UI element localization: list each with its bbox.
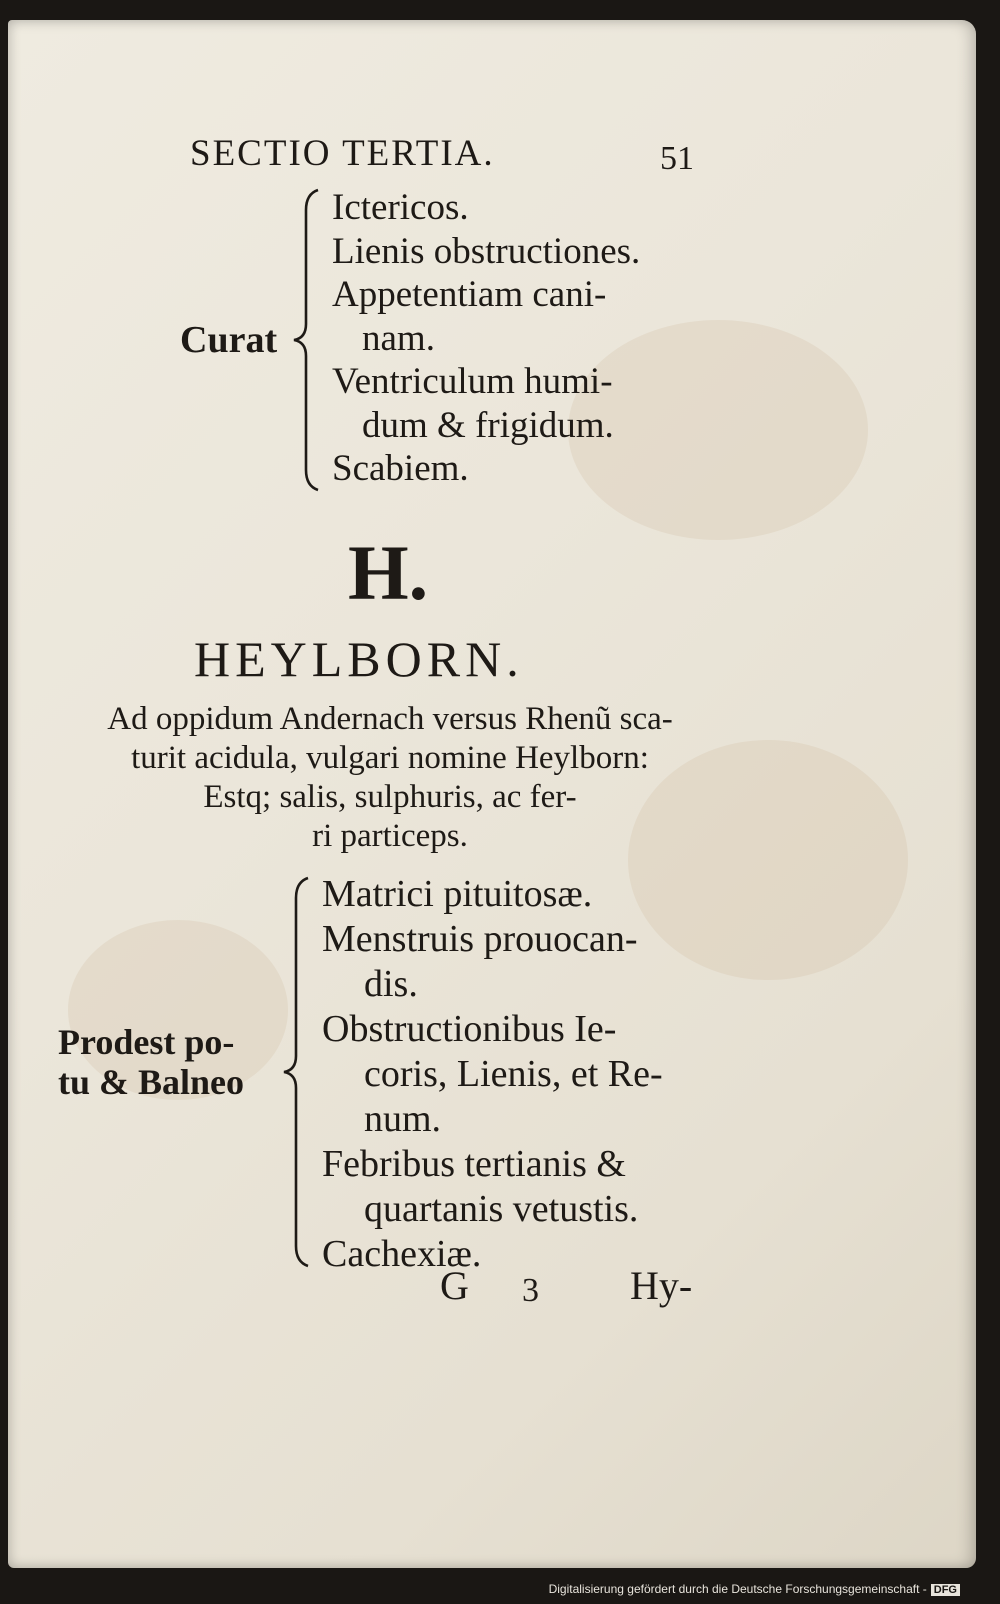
prodest-item: Matrici pituitosæ.: [322, 873, 593, 915]
description-line: Ad oppidum Andernach versus Rhenũ sca-: [107, 701, 673, 737]
curat-item: Appetentiam cani-: [332, 274, 607, 315]
spring-description: [60, 700, 720, 856]
running-head: SECTIO TERTIA.: [190, 133, 495, 174]
page-number: 51: [660, 140, 694, 177]
section-letter: H.: [348, 529, 429, 616]
curat-item: dum & frigidum.: [362, 404, 614, 446]
prodest-label-line: Prodest po-: [58, 1022, 235, 1062]
prodest-label: [58, 1022, 244, 1102]
prodest-item: dis.: [364, 963, 418, 1005]
prodest-item: Menstruis prouocan-: [322, 918, 638, 960]
curat-item: Lienis obstructiones.: [332, 230, 641, 272]
curat-label: Curat: [180, 319, 278, 361]
description-line: ri particeps.: [312, 818, 468, 854]
prodest-item: quartanis vetustis.: [364, 1188, 639, 1230]
prodest-list: [322, 872, 663, 1277]
description-line: turit acidula, vulgari nomine Heylborn:: [131, 740, 649, 776]
curat-item: Ventriculum humi-: [332, 361, 613, 402]
prodest-item: Cachexiæ.: [322, 1233, 482, 1275]
prodest-item: coris, Lienis, et Re-: [364, 1053, 663, 1095]
curat-item: nam.: [362, 317, 435, 359]
prodest-item: Obstructionibus Ie-: [322, 1008, 617, 1050]
curat-item: Ictericos.: [332, 187, 469, 228]
curat-item: Scabiem.: [332, 448, 469, 489]
dfg-logo: DFG: [931, 1584, 960, 1596]
prodest-brace-icon: [278, 876, 318, 1268]
prodest-item: num.: [364, 1098, 442, 1140]
prodest-label-line: tu & Balneo: [58, 1062, 245, 1102]
digitization-credit: [549, 1582, 960, 1596]
description-line: Estq; salis, sulphuris, ac fer-: [203, 779, 577, 815]
catchword: Hy-: [630, 1263, 693, 1308]
signature-number: 3: [522, 1272, 539, 1309]
credit-text: Digitalisierung gefördert durch die Deutsche Forschungsgemeinschaft -: [548, 1582, 927, 1596]
prodest-item: Febribus tertianis &: [322, 1143, 626, 1185]
signature-mark: G: [440, 1263, 469, 1308]
curat-list: [332, 186, 640, 491]
curat-brace-icon: [288, 188, 328, 492]
spring-title: HEYLBORN.: [194, 631, 524, 687]
